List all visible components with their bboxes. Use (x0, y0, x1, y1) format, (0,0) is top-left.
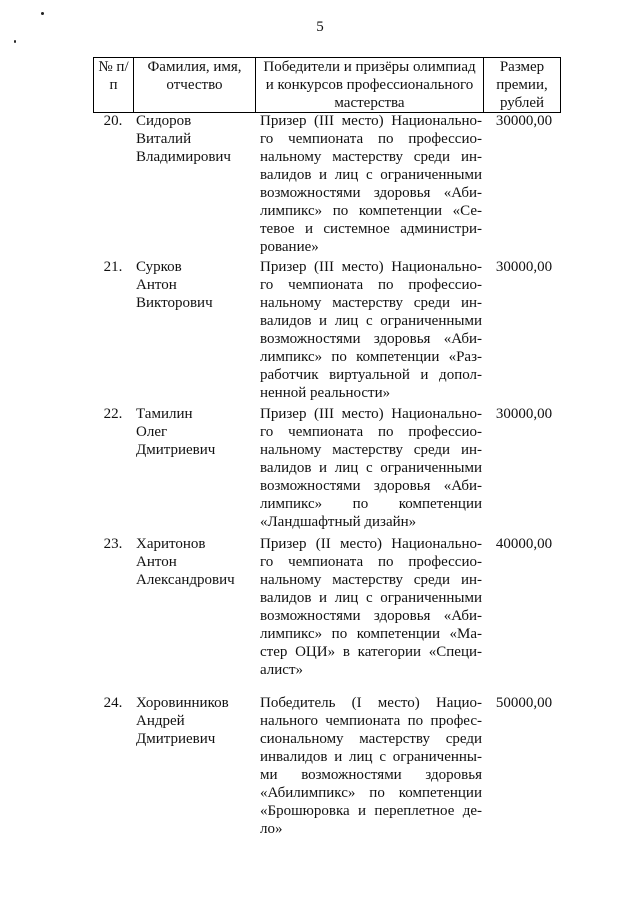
name-line: Харитонов (136, 536, 206, 552)
description-line: го чемпионата по профессио- (260, 277, 482, 293)
description-line: валидов и лиц с ограниченными (260, 167, 482, 183)
description-line: работчик виртуальной и допол- (260, 367, 482, 383)
scan-speck (41, 12, 44, 15)
header-num: № п/п (94, 58, 134, 113)
description-line: Призер (II место) Национально- (260, 536, 482, 552)
name-line: Виталий (136, 131, 192, 147)
description-line: «Брошюровка и переплетное де- (260, 803, 482, 819)
award-amount: 50000,00 (495, 695, 553, 711)
description-line: «Абилимпикс» по компетенции (260, 785, 482, 801)
description-line: нальному мастерству среди ин- (260, 295, 482, 311)
description-line: сиональному мастерству среди (260, 731, 482, 747)
description-line: нальному мастерству среди ин- (260, 572, 482, 588)
description-line: ненной реальности» (260, 385, 391, 401)
person-name (136, 112, 256, 166)
name-line: Олег (136, 424, 168, 440)
scan-speck (14, 40, 16, 43)
table-header (93, 57, 561, 113)
row-number: 20. (103, 113, 123, 129)
description-line: лимпикс» по компетенции «Се- (260, 203, 482, 219)
name-line: Сидоров (136, 113, 192, 129)
name-line: Викторович (136, 295, 213, 311)
description-line: алист» (260, 662, 304, 678)
name-line: Сурков (136, 259, 182, 275)
description-line: валидов и лиц с ограниченными (260, 460, 482, 476)
name-line: Дмитриевич (136, 442, 216, 458)
description-line: возможностями здоровья «Аби- (260, 185, 482, 201)
name-line: Антон (136, 277, 177, 293)
description-line: рование» (260, 239, 319, 255)
name-line: Владимирович (136, 149, 231, 165)
description-line: тевое и системное администри- (260, 221, 482, 237)
name-line: Тамилин (136, 406, 193, 422)
description-line: возможностями здоровья «Аби- (260, 478, 482, 494)
award-description (260, 405, 482, 531)
description-line: нальному мастерству среди ин- (260, 442, 482, 458)
description-line: лимпикс» по компетенции «Раз- (260, 349, 482, 365)
name-line: Андрей (136, 713, 185, 729)
award-amount: 30000,00 (495, 113, 553, 129)
description-line: Призер (III место) Национально- (260, 406, 482, 422)
award-description (260, 694, 482, 838)
description-line: валидов и лиц с ограниченными (260, 313, 482, 329)
description-line: го чемпионата по профессио- (260, 554, 482, 570)
name-line: Дмитриевич (136, 731, 216, 747)
person-name (136, 405, 256, 459)
award-amount: 40000,00 (495, 536, 553, 552)
row-number: 24. (103, 695, 123, 711)
description-line: возможностями здоровья «Аби- (260, 608, 482, 624)
page-number: 5 (316, 19, 324, 35)
name-line: Антон (136, 554, 177, 570)
description-line: возможностями здоровья «Аби- (260, 331, 482, 347)
description-line: лимпикс» по компетенции (260, 496, 482, 512)
row-number: 21. (103, 259, 123, 275)
award-description (260, 112, 482, 256)
award-amount: 30000,00 (495, 259, 553, 275)
header-name: Фамилия, имя, отчество (134, 58, 256, 113)
row-number: 22. (103, 406, 123, 422)
description-line: го чемпионата по профессио- (260, 424, 482, 440)
description-line: Победитель (I место) Нацио- (260, 695, 482, 711)
row-number: 23. (103, 536, 123, 552)
description-line: лимпикс» по компетенции «Ма- (260, 626, 482, 642)
description-line: Призер (III место) Национально- (260, 113, 482, 129)
description-line: го чемпионата по профессио- (260, 131, 482, 147)
person-name (136, 258, 256, 312)
description-line: Призер (III место) Национально- (260, 259, 482, 275)
award-description (260, 535, 482, 679)
header-amount: Размер премии, рублей (484, 58, 561, 113)
award-amount: 30000,00 (495, 406, 553, 422)
description-line: «Ландшафтный дизайн» (260, 514, 417, 530)
name-line: Александрович (136, 572, 235, 588)
description-line: стер ОЦИ» в категории «Специ- (260, 644, 482, 660)
header-desc: Победители и призёры олимпиад и конкурсов профессионального мастерства (256, 58, 484, 113)
description-line: нального чемпионата по профес- (260, 713, 482, 729)
award-description (260, 258, 482, 402)
description-line: ми возможностями здоровья (260, 767, 482, 783)
description-line: инвалидов и лиц с ограниченны- (260, 749, 482, 765)
person-name (136, 535, 256, 589)
name-line: Хоровинников (136, 695, 229, 711)
description-line: нальному мастерству среди ин- (260, 149, 482, 165)
description-line: ло» (260, 821, 283, 837)
description-line: валидов и лиц с ограниченными (260, 590, 482, 606)
person-name (136, 694, 256, 748)
